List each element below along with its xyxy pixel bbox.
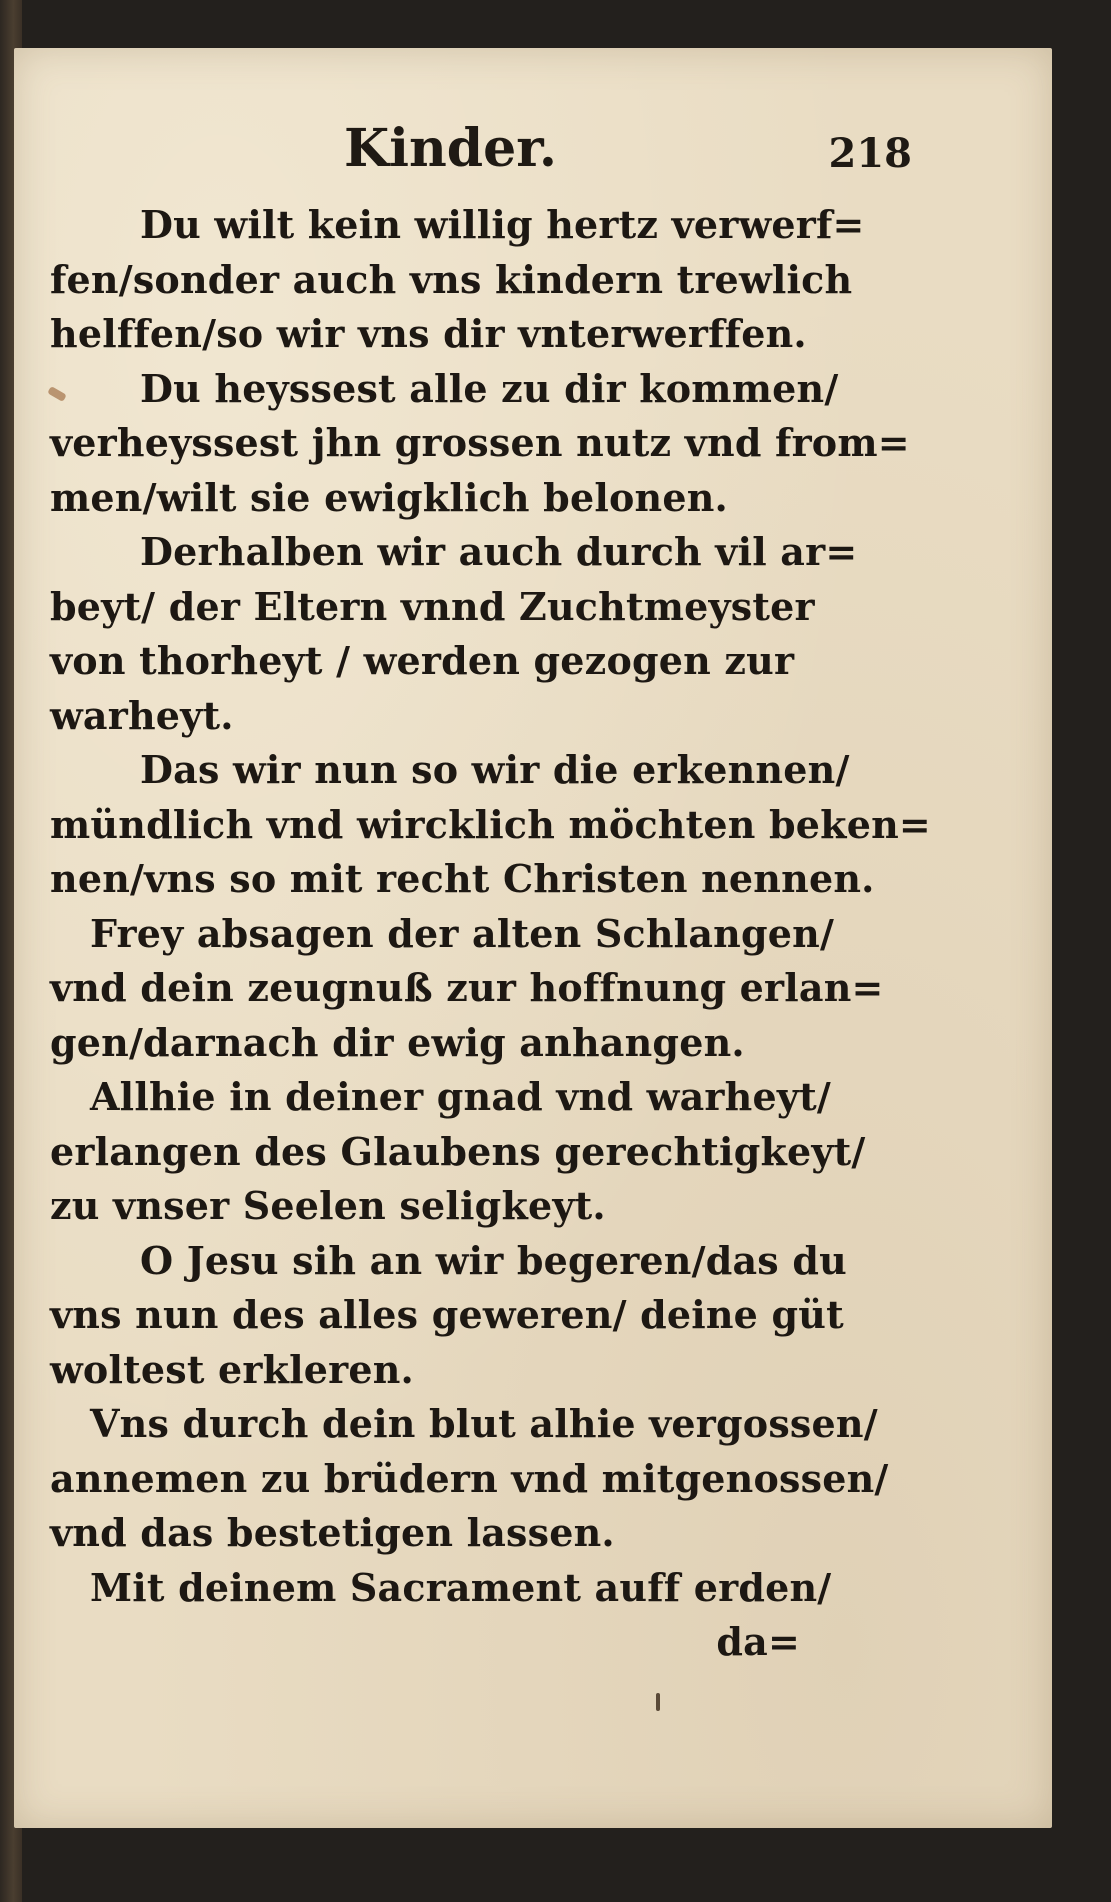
text-line: Derhalben wir auch durch vil ar= bbox=[140, 529, 858, 574]
text-line: Frey absagen der alten Schlangen/ bbox=[90, 910, 835, 956]
text-line: zu vnser Seelen seligkeyt. bbox=[50, 1183, 606, 1228]
paper-speck bbox=[656, 1693, 660, 1711]
text-line: Vns durch dein blut alhie vergossen/ bbox=[90, 1401, 878, 1446]
catchword: da= bbox=[716, 1619, 800, 1664]
text-line: warheyt. bbox=[50, 692, 234, 738]
text-line: von thorheyt / werden gezogen zur bbox=[50, 638, 795, 683]
text-line: fen/sonder auch vns kindern trewlich bbox=[50, 256, 853, 302]
body-text bbox=[50, 198, 950, 1670]
text-line: verheyssest jhn grossen nutz vnd from= bbox=[50, 420, 910, 465]
text-line: beyt/ der Eltern vnnd Zuchtmeyster bbox=[50, 583, 815, 629]
text-line: Du wilt kein willig hertz verwerf= bbox=[140, 202, 865, 247]
text-line: men/wilt sie ewigklich belonen. bbox=[50, 474, 728, 520]
text-line: Allhie in deiner gnad vnd warheyt/ bbox=[90, 1074, 831, 1119]
text-line: nen/vns so mit recht Christen nennen. bbox=[50, 856, 875, 901]
text-line: helffen/so wir vns dir vnterwerffen. bbox=[50, 311, 807, 356]
text-line: Mit deinem Sacrament auff erden/ bbox=[90, 1564, 832, 1610]
text-line: Du heyssest alle zu dir kommen/ bbox=[140, 365, 839, 411]
text-line: vns nun des alles geweren/ deine güt bbox=[50, 1292, 844, 1337]
text-line: gen/darnach dir ewig anhangen. bbox=[50, 1019, 745, 1065]
page-header bbox=[14, 118, 1052, 198]
text-line: O Jesu sih an wir begeren/das du bbox=[140, 1237, 847, 1283]
text-line: mündlich vnd wircklich möchten beken= bbox=[50, 801, 931, 847]
text-line: woltest erkleren. bbox=[50, 1346, 414, 1392]
page-number: 218 bbox=[828, 130, 912, 177]
text-line: vnd das bestetigen lassen. bbox=[50, 1510, 615, 1555]
book-page bbox=[14, 48, 1052, 1828]
text-line: vnd dein zeugnuß zur hoffnung erlan= bbox=[50, 965, 884, 1010]
text-line: Das wir nun so wir die erkennen/ bbox=[140, 747, 850, 792]
text-line: erlangen des Glaubens gerechtigkeyt/ bbox=[50, 1128, 866, 1174]
text-line: annemen zu brüdern vnd mitgenossen/ bbox=[50, 1455, 889, 1501]
running-head: Kinder. bbox=[344, 118, 557, 179]
